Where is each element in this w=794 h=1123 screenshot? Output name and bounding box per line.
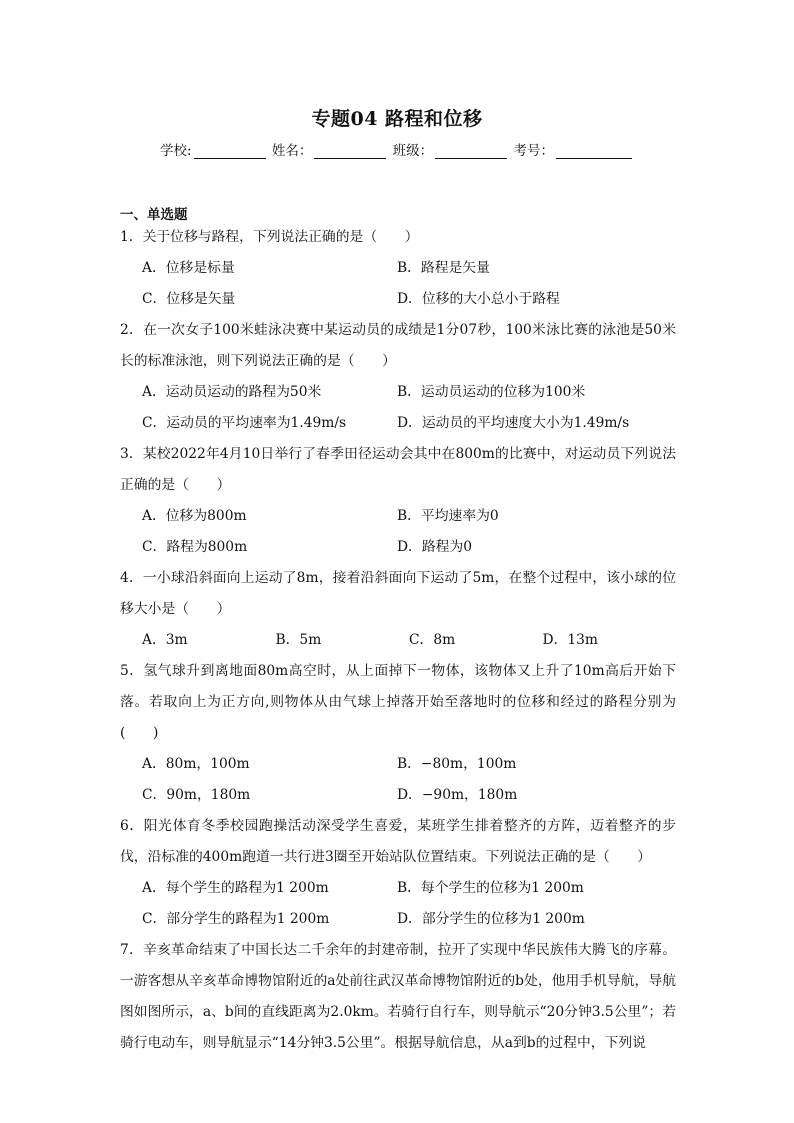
option-c: C．位移是矢量	[142, 291, 236, 307]
name-blank[interactable]	[314, 144, 386, 159]
option-c: C．90m，180m	[142, 787, 251, 803]
question-stem: 1．关于位移与路程，下列说法正确的是（ ）	[120, 229, 419, 245]
question-stem: 6．阳光体育冬季校园跑操活动深受学生喜爱，某班学生排着整齐的方阵，迈着整齐的步伐，沿标准的400m跑道一共行进3圈至开始站队位置结束。下列说法正确的是（ ）	[120, 818, 676, 865]
option-a: A．每个学生的路程为1 200m	[142, 880, 329, 896]
student-info-line	[0, 139, 794, 159]
option-row	[120, 377, 676, 408]
exam-number-blank[interactable]	[556, 144, 632, 159]
page-title: 专题04 路程和位移	[311, 108, 483, 130]
option-c: C．8m	[409, 632, 456, 648]
option-a: A．位移为800m	[142, 508, 247, 524]
option-d: D．部分学生的位移为1 200m	[397, 911, 585, 927]
option-row	[120, 253, 676, 284]
question-stem: 5．氢气球升到离地面80m高空时，从上面掉下一物体，该物体又上升了10m高后开始下落。若取向上为正方向,则物体从由气球上掉落开始至落地时的位移和经过的路程分别为( )	[120, 663, 676, 741]
option-b: B．平均速率为0	[397, 508, 499, 524]
question-stem: 2．在一次女子100米蛙泳决赛中某运动员的成绩是1分07秒，100米泳比赛的泳池是50米长的标准泳池，则下列说法正确的是（ ）	[120, 322, 676, 369]
option-row	[120, 904, 676, 935]
option-row	[120, 780, 676, 811]
school-blank[interactable]	[194, 144, 266, 159]
name-label: 姓名：	[271, 143, 313, 159]
option-a: A．运动员运动的路程为50米	[142, 384, 322, 400]
option-row	[120, 625, 676, 656]
option-row	[120, 532, 676, 563]
option-a: A．位移是标量	[142, 260, 235, 276]
question-stem: 3．某校2022年4月10日举行了春季田径运动会其中在800m的比赛中，对运动员下列说法正确的是（ ）	[120, 446, 676, 493]
class-blank[interactable]	[435, 144, 507, 159]
option-row	[120, 873, 676, 904]
option-row	[120, 501, 676, 532]
school-label: 学校:	[160, 143, 192, 159]
option-b: B．每个学生的位移为1 200m	[397, 880, 584, 896]
class-label: 班级：	[392, 143, 434, 159]
exam-number-label: 考号：	[513, 143, 554, 159]
question-stem: 7．辛亥革命结束了中国长达二千余年的封建帝制，拉开了实现中华民族伟大腾飞的序幕。一游客想从辛亥革命博物馆附近的a处前往武汉革命博物馆附近的b处，他用手机导航，导航图如图所示，a、b间的直线距离为2.0km。若骑行自行车，则导航示“20分钟3.5公里”；若骑行电动车，则导航显示“14分钟3.5公里”。根据导航信息，从a到b的过程中，下列说	[120, 942, 676, 1051]
option-b: B．运动员运动的位移为100米	[397, 384, 586, 400]
option-row	[120, 749, 676, 780]
question-stem: 4．一小球沿斜面向上运动了8m，接着沿斜面向下运动了5m，在整个过程中，该小球的位移大小是（ ）	[120, 570, 676, 617]
option-c: C．路程为800m	[142, 539, 248, 555]
question-list	[120, 222, 676, 1059]
option-c: C．运动员的平均速率为1.49m/s	[142, 415, 347, 431]
option-d: D．运动员的平均速度大小为1.49m/s	[397, 415, 630, 431]
option-a: A．3m	[142, 632, 188, 648]
option-d: D．13m	[542, 632, 598, 648]
option-d: D．位移的大小总小于路程	[397, 291, 560, 307]
option-c: C．部分学生的路程为1 200m	[142, 911, 330, 927]
option-b: B．路程是矢量	[397, 260, 490, 276]
option-row	[120, 284, 676, 315]
option-b: B．5m	[275, 632, 322, 648]
section-heading: 一、单选题	[120, 207, 188, 223]
option-b: B．−80m，100m	[397, 756, 517, 772]
option-d: D．−90m，180m	[397, 787, 518, 803]
option-a: A．80m，100m	[142, 756, 250, 772]
option-d: D．路程为0	[397, 539, 473, 555]
option-row	[120, 408, 676, 439]
